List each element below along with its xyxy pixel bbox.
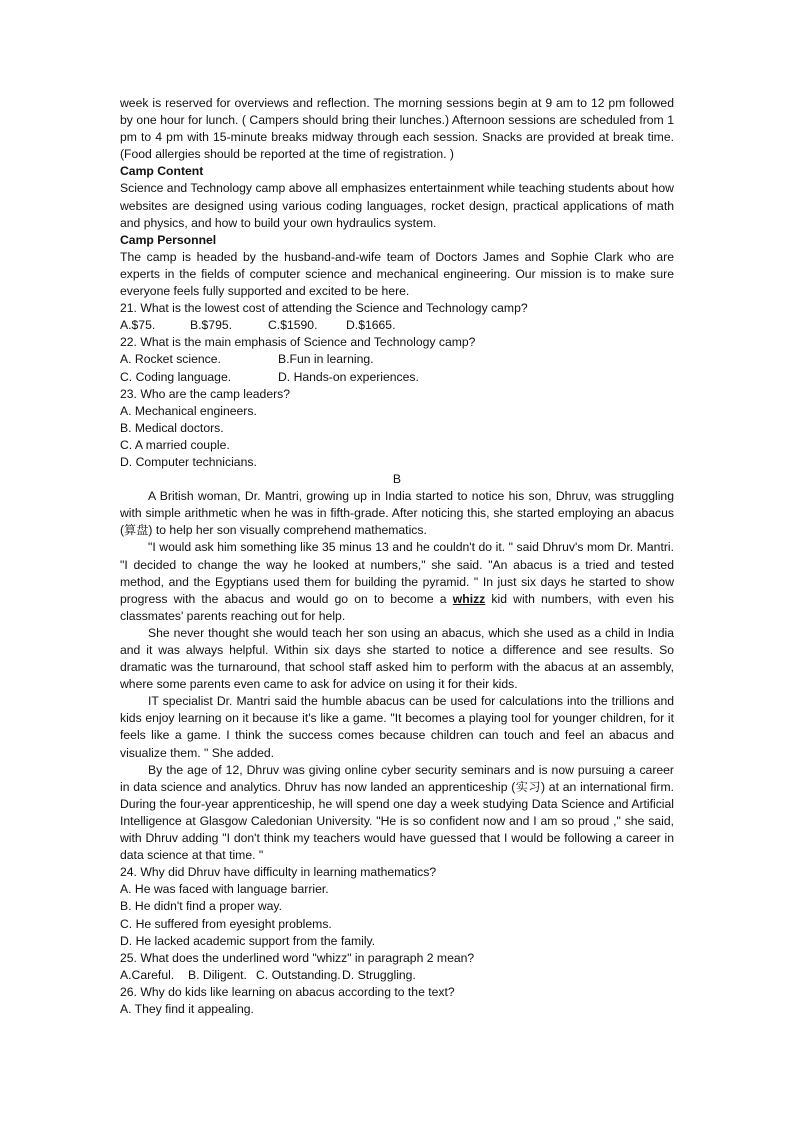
paragraph-2-text-before: "I would ask him something like 35 minus 13 and he couldn't do it. " said Dhruv's mom Dr. Mantri. "I decided to change the way he looked at numbers," she said. "An abacus is a tried and tested method, and the Egyptians used them for building the pyramid. " In just six days he started to show progress with the abacus and would go on to become a xyxy=(120,540,674,606)
option-24-c: C. He suffered from eyesight problems. xyxy=(120,916,332,931)
option-23-b: B. Medical doctors. xyxy=(120,420,224,435)
camp-content-paragraph: Science and Technology camp above all emphasizes entertainment while teaching students about how websites are designed using various coding languages, rocket design, practical applications of math and physics, and how to build your own hydraulics system. xyxy=(120,181,674,230)
camp-personnel-heading: Camp Personnel xyxy=(120,232,217,247)
question-22-options-row1 xyxy=(120,351,674,368)
question-26-stem: 26. Why do kids like learning on abacus according to the text? xyxy=(120,984,455,999)
option-22-b: B.Fun in learning. xyxy=(278,352,374,367)
question-22-stem: 22. What is the main emphasis of Science and Technology camp? xyxy=(120,335,476,350)
option-22-d: D. Hands-on experiences. xyxy=(278,369,419,384)
camp-schedule-paragraph: week is reserved for overviews and reflection. The morning sessions begin at 9 am to 12 pm followed by one hour for lunch. ( Campers should bring their lunches.) Afternoon sessions are scheduled from 1 pm to 4 pm with 15-minute breaks midway through each session. Snacks are provided at break time. (Food allergies should be reported at the time of registration. ) xyxy=(120,96,674,162)
camp-personnel-paragraph: The camp is headed by the husband-and-wife team of Doctors James and Sophie Clark who are experts in the fields of computer science and mechanical engineering. Our mission is to make sure everyone feels fully supported and excited to be here. xyxy=(120,249,674,299)
question-21-stem: 21. What is the lowest cost of attending the Science and Technology camp? xyxy=(120,301,528,316)
option-24-b: B. He didn't find a proper way. xyxy=(120,899,282,914)
option-23-c: C. A married couple. xyxy=(120,437,230,452)
option-22-c: C. Coding language. xyxy=(120,369,232,384)
option-25-c: C. Outstanding. xyxy=(256,967,341,982)
option-24-d: D. He lacked academic support from the family. xyxy=(120,933,376,948)
option-25-a: A.Careful. xyxy=(120,967,175,982)
document-page xyxy=(120,95,674,1018)
question-25-options xyxy=(120,967,674,984)
option-21-b: B.$795. xyxy=(190,318,233,333)
underlined-word-whizz: whizz xyxy=(452,591,486,606)
passage-b-paragraph-4: IT specialist Dr. Mantri said the humble abacus can be used for calculations into the trillions and kids enjoy learning on it because it's like a game. "It becomes a playing tool for younger children, for it feels like a game. I think the success comes because children can touch and feel an abacus and visualize them. " She added. xyxy=(120,694,674,760)
camp-content-heading: Camp Content xyxy=(120,164,204,179)
passage-b-paragraph-1: A British woman, Dr. Mantri, growing up in India started to notice his son, Dhruv, was struggling with simple arithmetic when he was in fifth-grade. After noticing this, she started employing an abacus (算盘) to help her son visually comprehend mathematics. xyxy=(120,489,674,538)
option-26-a: A. They find it appealing. xyxy=(120,1001,254,1016)
option-21-d: D.$1665. xyxy=(346,318,396,333)
option-25-d: D. Struggling. xyxy=(342,967,416,982)
question-25-stem: 25. What does the underlined word "whizz" in paragraph 2 mean? xyxy=(120,950,475,965)
passage-b-label: B xyxy=(392,472,402,487)
passage-b-paragraph-2 xyxy=(120,539,674,624)
question-23-stem: 23. Who are the camp leaders? xyxy=(120,386,291,401)
option-22-a: A. Rocket science. xyxy=(120,352,221,367)
option-25-b: B. Diligent. xyxy=(188,967,247,982)
option-23-a: A. Mechanical engineers. xyxy=(120,403,257,418)
question-21-options xyxy=(120,317,674,334)
question-22-options-row2 xyxy=(120,369,674,386)
paragraph-2-text-after: kid with numbers, with even his classmates' parents reaching out for help. xyxy=(120,591,675,623)
question-24-stem: 24. Why did Dhruv have difficulty in learning mathematics? xyxy=(120,865,437,880)
passage-b-paragraph-5: By the age of 12, Dhruv was giving online cyber security seminars and is now pursuing a career in data science and analytics. Dhruv has now landed an apprenticeship (实习) at an international firm. During the four-year apprenticeship, he will spend one day a week studying Data Science and Artificial Intelligence at Glasgow Caledonian University. "He is so confident now and I am so proud ," she said, with Dhruv adding "I don't think my teachers would have guessed that I would be following a career in data science at that time. " xyxy=(120,762,674,863)
option-21-a: A.$75. xyxy=(120,318,156,333)
option-24-a: A. He was faced with language barrier. xyxy=(120,882,329,897)
option-23-d: D. Computer technicians. xyxy=(120,454,257,469)
passage-b-paragraph-3: She never thought she would teach her son using an abacus, which she used as a child in India and it was always helpful. Within six days she started to notice a difference and see results. So dramatic was the turnaround, that school staff asked him to perform with the abacus at an assembly, where some parents even came to ask for advice on using it for their kids. xyxy=(120,625,674,692)
option-21-c: C.$1590. xyxy=(268,318,318,333)
